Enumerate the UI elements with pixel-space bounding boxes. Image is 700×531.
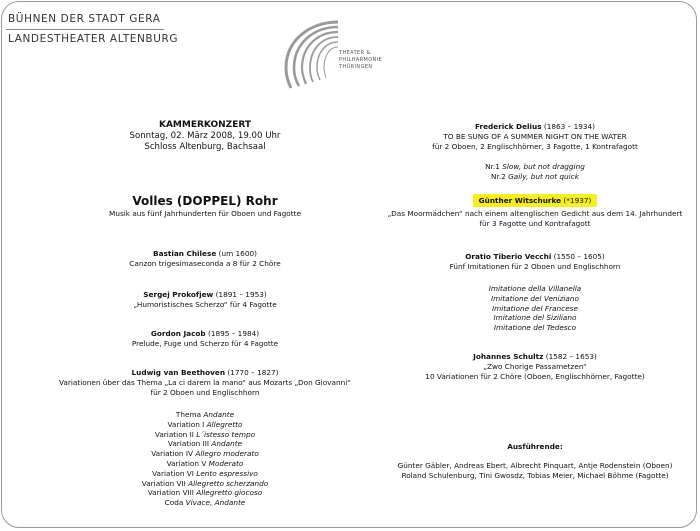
variation-item: Thema Andante (175, 410, 235, 419)
variation-item: Variation VIII Allegretto giocoso (147, 488, 263, 498)
concert-date: Sonntag, 02. März 2008, 19.00 Uhr (129, 131, 281, 141)
variation-item: Variation VI Lento espressivo (152, 468, 258, 478)
imitation-item: Imitatione del Tedesco (493, 323, 577, 333)
work-title: TO BE SUNG OF A SUMMER NIGHT ON THE WATER (443, 131, 627, 141)
work-description: Canzon trigesimaseconda a 8 für 2 Chöre (129, 258, 281, 268)
variation-item: Variation IV Allegro moderato (151, 449, 259, 459)
performers-oboes: Günter Gäbler, Andreas Ebert, Albrecht Pinquart, Antje Rodenstein (Oboen) (397, 460, 673, 470)
performers (385, 442, 685, 480)
movement-item: Nr.1 Slow, but not dragging (485, 162, 585, 171)
imitation-item: Imitatione della Villanella (488, 284, 582, 293)
work-description: „Zwo Chorige Passametzen“ (483, 361, 587, 371)
logo-text-line2: PHILHARMONIE (339, 57, 383, 63)
imitation-item: Imitatione del Siziliano (493, 313, 577, 323)
work-instrumentation: 10 Variationen für 2 Chöre (Oboen, Englischhörner, Fagotte) (425, 371, 645, 381)
variation-item: Variation I Allegretto (167, 419, 243, 429)
work-prokofjew (40, 290, 370, 310)
work-schultz (385, 352, 685, 381)
variations-list (40, 410, 370, 508)
composer-dates: (1891 – 1953) (213, 290, 267, 299)
composer-dates: (1770 – 1827) (225, 368, 279, 377)
work-description: Fünf Imitationen für 2 Oboen und Englischhorn (449, 261, 621, 271)
work-delius (385, 122, 685, 151)
imitation-item: Imitatione del Veniziano (491, 293, 579, 303)
composer-name: Günther Witschurke (478, 196, 562, 205)
concert-title: KAMMERKONZERT (158, 120, 252, 130)
work-beethoven (40, 368, 370, 397)
composer-name: Johannes Schultz (473, 352, 544, 361)
work-chilese (40, 249, 370, 269)
composer-name: Frederick Delius (474, 122, 542, 131)
theater-name-line2: LANDESTHEATER ALTENBURG (8, 33, 179, 45)
work-description: „Das Moormädchen“ nach einem altenglischen Gedicht aus dem 14. Jahrhundert (387, 208, 683, 218)
logo-text-line1: THEATER & (339, 50, 371, 56)
concert-venue: Schloss Altenburg, Bachsaal (144, 142, 266, 152)
work-instrumentation: für 2 Oboen und Englischhorn (150, 387, 260, 397)
composer-name: Ludwig van Beethoven (131, 368, 226, 377)
delius-movements (385, 162, 685, 182)
composer-dates: (um 1600) (216, 249, 257, 258)
work-description: Variationen über das Thema „La ci darem la mano“ aus Mozarts „Don Giovanni“ (58, 377, 352, 387)
composer-dates: (1895 – 1984) (205, 329, 260, 338)
program-title: Volles (DOPPEL) Rohr (132, 194, 278, 208)
program-heading (40, 194, 370, 219)
work-description: „Humoristisches Scherzo“ für 4 Fagotte (133, 299, 277, 309)
theater-logo-swoosh (270, 16, 400, 96)
variation-item: Variation VII Allegretto scherzando (141, 478, 269, 488)
logo-text-line3: THÜRINGEN (339, 64, 373, 70)
program-subtitle: Musik aus fünf Jahrhunderten für Oboen und Fagotte (109, 209, 301, 218)
highlighted-composer (473, 194, 598, 207)
composer-dates: (*1937) (561, 196, 592, 205)
variation-item: Variation V Moderato (166, 458, 244, 468)
work-instrumentation: für 2 Oboen, 2 Englischhörner, 3 Fagotte, 1 Kontrafagott (432, 141, 638, 151)
vecchi-imitations (385, 284, 685, 333)
performers-heading: Ausführende: (507, 442, 563, 451)
movement-item: Nr.2 Gaily, but not quick (491, 171, 579, 181)
performers-bassoons: Roland Schulenburg, Tini Gwosdz, Tobias Meier, Michael Böhme (Fagotte) (401, 470, 669, 480)
imitation-item: Imitatione del Francese (492, 303, 578, 313)
work-instrumentation: für 3 Fagotte und Kontrafagott (479, 218, 591, 228)
composer-dates: (1582 – 1653) (543, 352, 597, 361)
theater-name-line1: BÜHNEN DER STADT GERA (8, 13, 161, 25)
composer-name: Gordon Jacob (150, 329, 206, 338)
work-jacob (40, 329, 370, 349)
variation-item: Variation II L´istesso tempo (154, 429, 256, 439)
variation-item: Coda Vivace, Andante (164, 498, 246, 508)
composer-dates: (1550 – 1605) (551, 252, 605, 261)
work-witschurke (385, 196, 685, 228)
composer-name: Oratio Tiberio Vecchi (465, 252, 552, 261)
concert-info (40, 120, 370, 153)
variation-item: Variation III Andante (167, 439, 243, 449)
composer-dates: (1863 – 1934) (541, 122, 596, 131)
composer-name: Sergej Prokofjew (143, 290, 214, 299)
work-vecchi (385, 252, 685, 272)
work-description: Prelude, Fuge und Scherzo für 4 Fagotte (131, 338, 279, 348)
header-divider (6, 29, 164, 30)
composer-name: Bastian Chilese (153, 249, 217, 258)
